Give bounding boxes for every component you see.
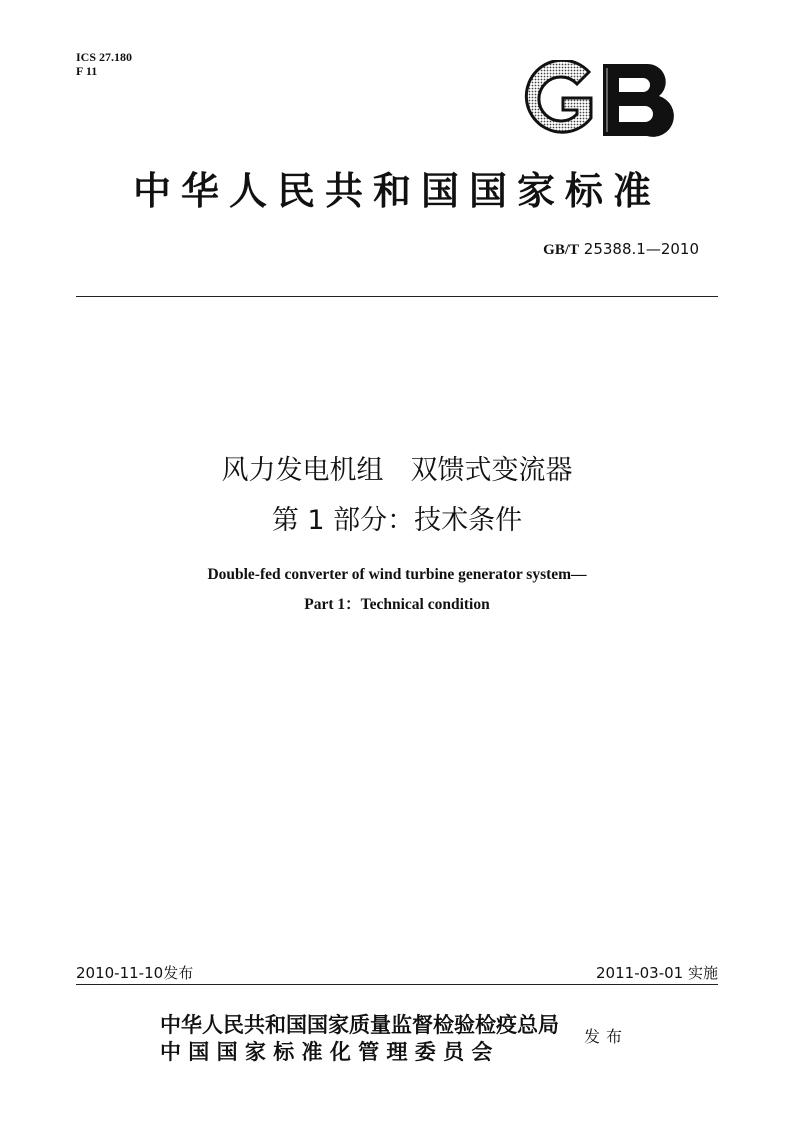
gb-logo-icon <box>519 60 676 140</box>
release-date-label: 发布 <box>163 964 194 982</box>
implement-date-value: 2011-03-01 <box>596 964 684 982</box>
issuer-aqsiq: 中华人民共和国国家质量监督检验检疫总局 <box>160 1012 559 1037</box>
title-zh-line1: 风力发电机组 双馈式变流器 <box>221 455 573 486</box>
standard-title: 中华人民共和国国家标准 <box>132 168 661 213</box>
issuer-sac: 中 国 国 家 标 准 化 管 理 委 员 会 <box>160 1039 493 1064</box>
implement-date <box>596 962 718 983</box>
ics-classification <box>76 50 132 78</box>
release-date-value: 2010-11-10 <box>76 964 164 982</box>
standard-prefix: GB/T <box>543 242 580 258</box>
ccs-category: F 11 <box>76 64 98 78</box>
title-en-line2: Part 1：Technical condition <box>304 596 490 613</box>
standard-number <box>543 240 699 259</box>
header-divider <box>76 296 718 297</box>
footer-divider <box>76 984 718 985</box>
ics-code: ICS 27.180 <box>76 50 133 64</box>
release-date <box>76 962 193 983</box>
title-zh-line2: 第 1 部分：技术条件 <box>271 505 523 536</box>
standard-code: 25388.1—2010 <box>583 240 699 258</box>
title-en-line1: Double-fed converter of wind turbine generator system— <box>207 566 587 583</box>
implement-date-label: 实施 <box>687 964 718 982</box>
issue-label: 发布 <box>584 1027 629 1046</box>
